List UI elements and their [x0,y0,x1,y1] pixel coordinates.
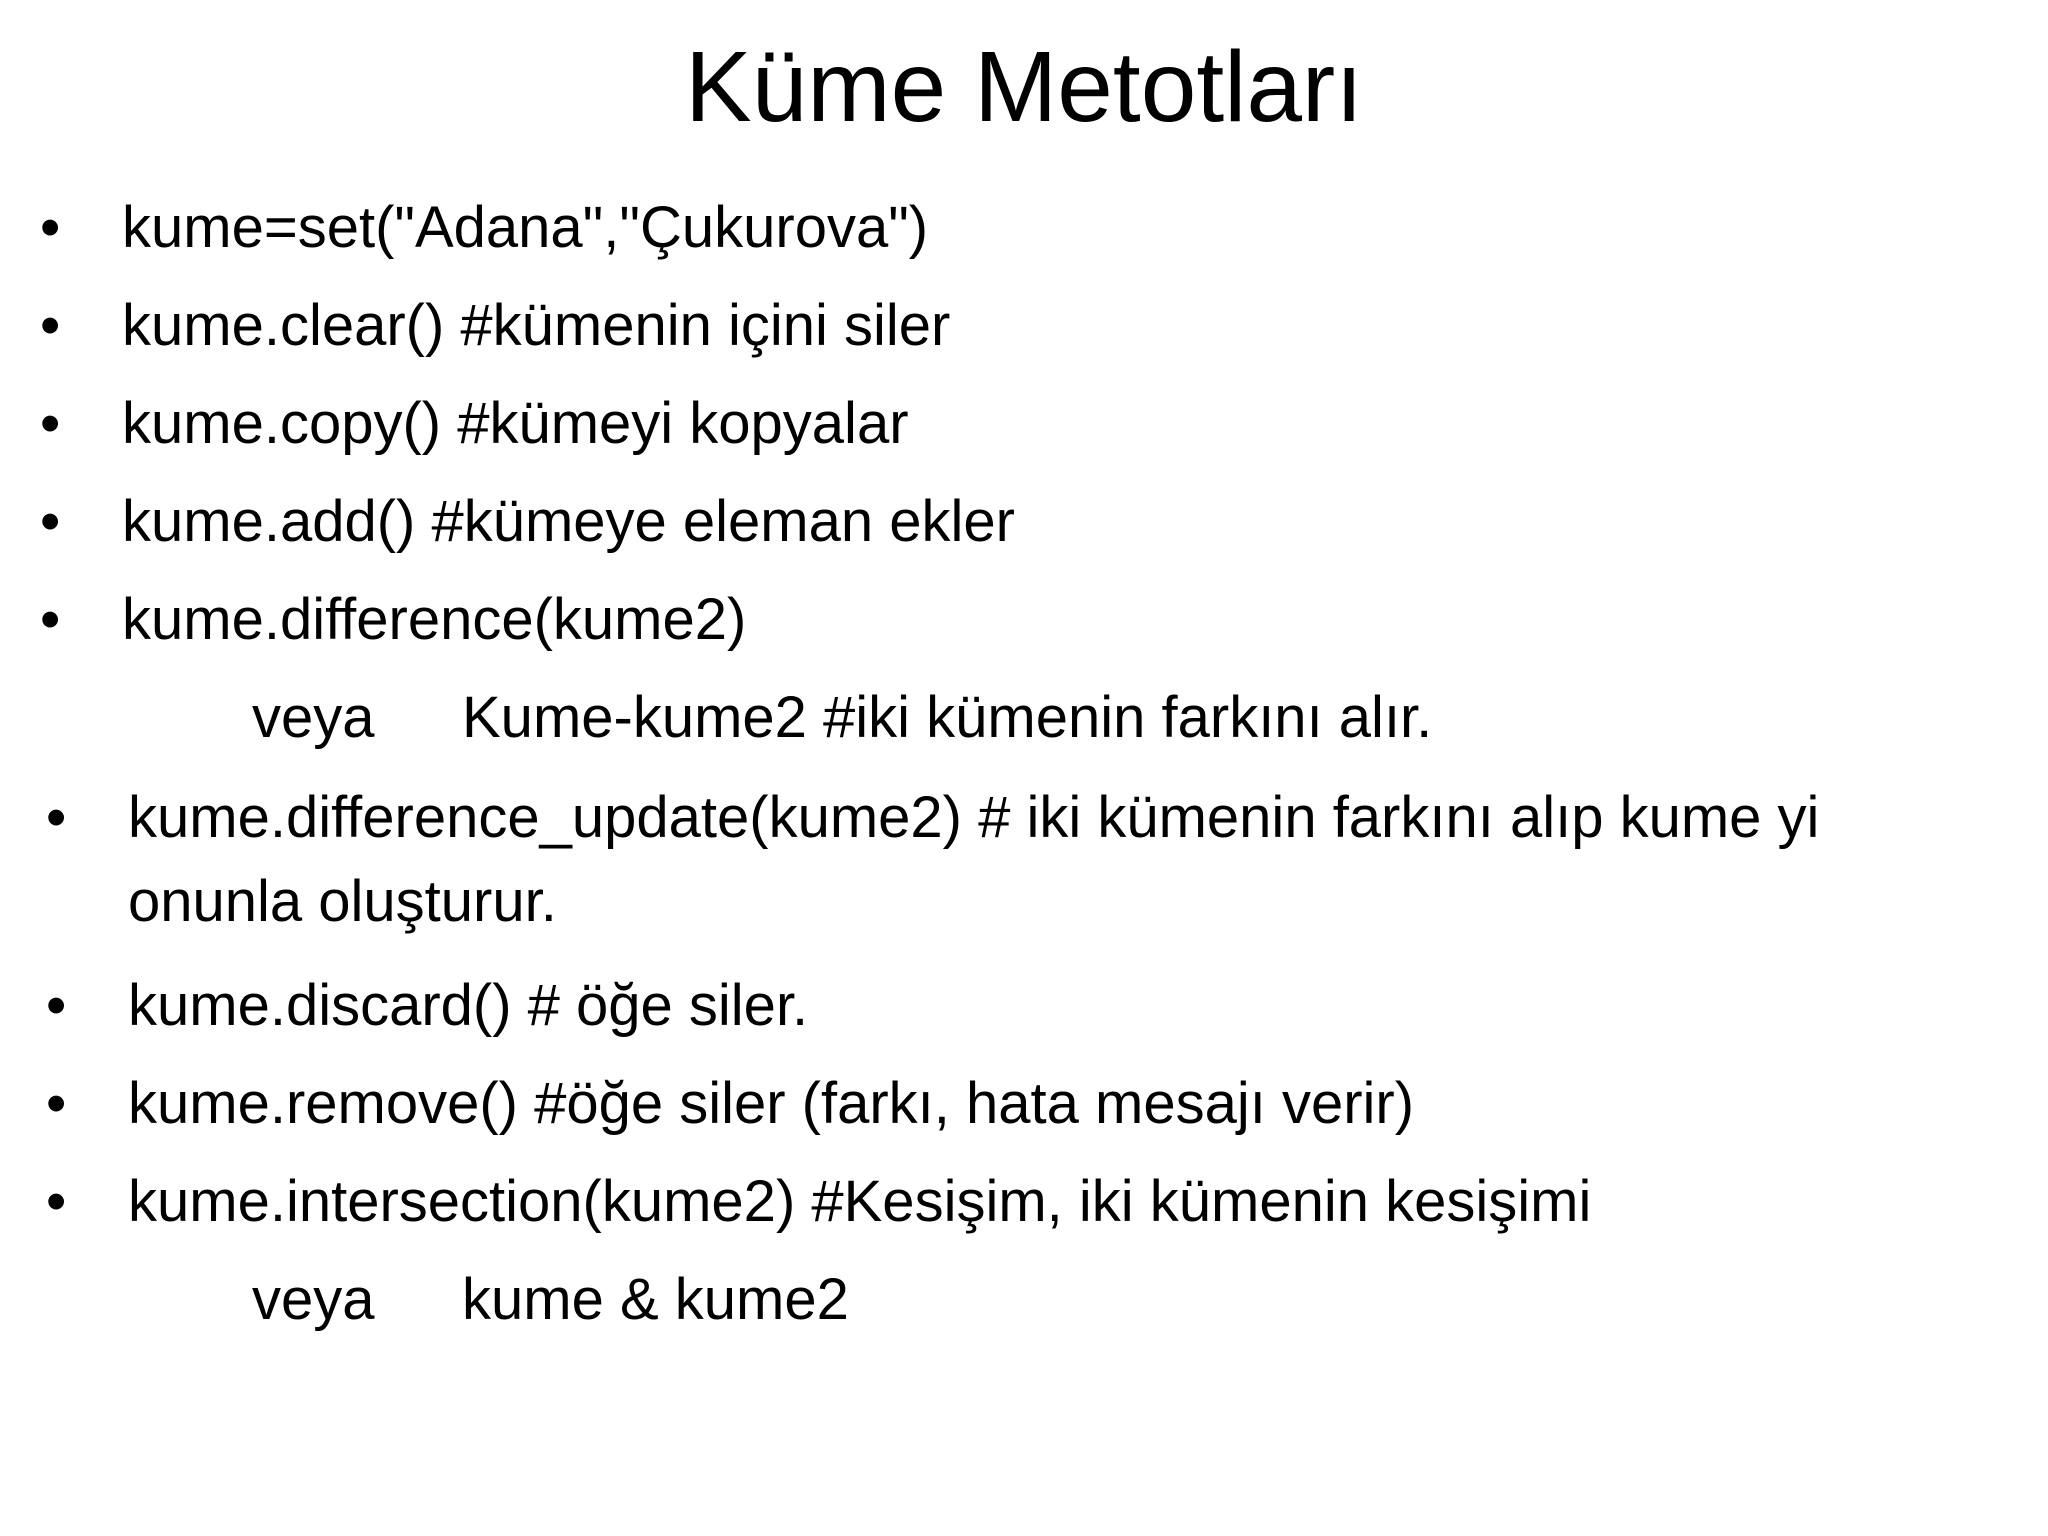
bullet-icon: • [40,489,61,554]
veya-label: veya [252,1267,375,1332]
list-item-text: kume.add() #kümeye eleman ekler [122,489,1015,554]
bullet-icon: • [40,293,61,358]
list-item-text: kume.discard() # öğe siler. [128,973,809,1038]
bullet-icon: • [40,587,61,652]
list-item-text: kume.difference_update(kume2) # iki kümenin farkını alıp kume yi [128,785,1820,850]
list-item-text: kume.remove() #öğe siler (farkı, hata mesajı verir) [128,1071,1415,1136]
list-item-text: kume.copy() #kümeyi kopyalar [122,391,909,456]
bullet-icon: • [46,1071,67,1136]
list-item-text: Kume-kume2 #iki kümenin farkını alır. [462,685,1433,750]
bullet-icon: • [46,1169,67,1234]
list-item-text: kume.difference(kume2) [122,587,747,652]
list-item-text: kume=set("Adana","Çukurova") [122,195,929,260]
list-item-text: onunla oluşturur. [128,869,557,934]
slide-title: Küme Metotları [684,31,1364,143]
list-item-text: kume.clear() #kümenin içini siler [122,293,951,358]
bullet-icon: • [46,973,67,1038]
bullet-icon: • [46,785,67,850]
veya-label: veya [252,685,375,750]
list-item-text: kume & kume2 [462,1267,849,1332]
bullet-icon: • [40,195,61,260]
bullet-icon: • [40,391,61,456]
list-item-text: kume.intersection(kume2) #Kesişim, iki kümenin kesişimi [128,1169,1592,1234]
